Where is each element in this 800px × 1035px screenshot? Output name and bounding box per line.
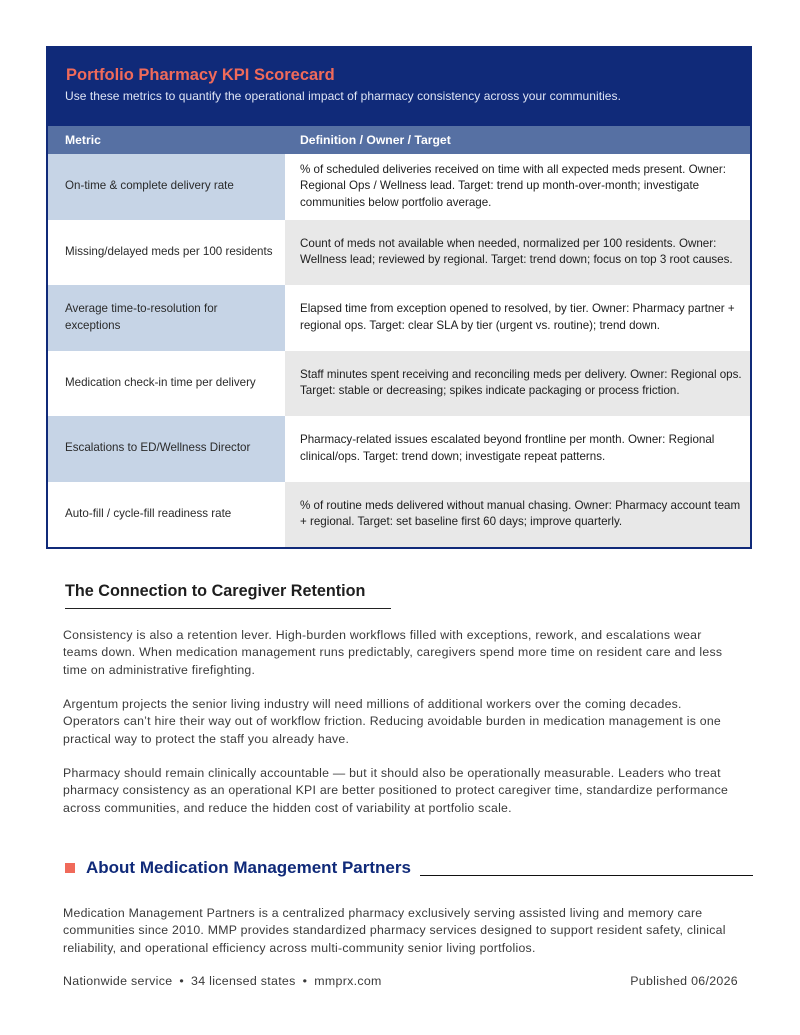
scorecard-title: Portfolio Pharmacy KPI Scorecard xyxy=(66,66,335,84)
table-row xyxy=(48,482,750,548)
footer-website-link[interactable]: mmprx.com xyxy=(314,974,382,988)
metric-cell: Average time-to-resolution for exceptions xyxy=(48,285,285,351)
footer-separator: • xyxy=(179,974,185,988)
definition-cell: Elapsed time from exception opened to resolved, by tier. Owner: Pharmacy partner + regional ops. Target: clear SLA by tier (urgent vs. routine); trend down. xyxy=(285,285,750,351)
metric-cell: Escalations to ED/Wellness Director xyxy=(48,416,285,482)
metric-cell: Missing/delayed meds per 100 residents xyxy=(48,220,285,286)
retention-paragraph: Pharmacy should remain clinically accountable — but it should also be operationally measurable. Leaders who treat pharmacy consistency as an operational KPI are better positioned to protect caregiver time, standardize performance across communities, and reduce the hidden cost of variability at portfolio scale. xyxy=(63,766,729,815)
retention-paragraph: Argentum projects the senior living industry will need millions of additional workers over the coming decades. Operators can’t hire their way out of workflow friction. Reducing avoidable burden in medication management is one practical way to protect the staff you already have. xyxy=(63,697,722,746)
definition-cell: Pharmacy-related issues escalated beyond frontline per month. Owner: Regional clinical/ops. Target: trend down; investigate repeat patterns. xyxy=(285,416,750,482)
scorecard-header xyxy=(48,48,750,126)
footer-left xyxy=(63,974,382,988)
table-row xyxy=(48,220,750,286)
column-header-definition: Definition / Owner / Target xyxy=(300,133,451,147)
kpi-scorecard xyxy=(46,46,752,549)
table-row xyxy=(48,416,750,482)
about-heading: About Medication Management Partners xyxy=(86,858,411,877)
column-header-metric: Metric xyxy=(65,133,101,147)
metric-cell: Medication check-in time per delivery xyxy=(48,351,285,417)
metric-cell: Auto-fill / cycle-fill readiness rate xyxy=(48,482,285,548)
scorecard-column-headers xyxy=(48,126,750,154)
heading-divider xyxy=(420,875,753,876)
table-row xyxy=(48,285,750,351)
table-row xyxy=(48,351,750,417)
retention-heading: The Connection to Caregiver Retention xyxy=(65,582,391,609)
footer-published-date: Published 06/2026 xyxy=(630,974,738,988)
retention-section-heading xyxy=(65,582,391,609)
definition-cell: Count of meds not available when needed, normalized per 100 residents. Owner: Wellness lead; reviewed by regional. Target: trend down; focus on top 3 root causes. xyxy=(285,220,750,286)
metric-cell: On-time & complete delivery rate xyxy=(48,154,285,220)
footer-separator: • xyxy=(302,974,308,988)
scorecard-subtitle: Use these metrics to quantify the operational impact of pharmacy consistency across your communities. xyxy=(65,89,621,103)
retention-paragraph: Consistency is also a retention lever. High-burden workflows filled with exceptions, rework, and escalations wear teams down. When medication management runs predictably, caregivers spend more time on resident care and less time on administrative firefighting. xyxy=(63,628,723,677)
about-section-heading xyxy=(65,857,753,879)
definition-cell: % of routine meds delivered without manual chasing. Owner: Pharmacy account team + regional. Target: set baseline first 60 days; improve quarterly. xyxy=(285,482,750,548)
footer-states: 34 licensed states xyxy=(191,974,296,988)
definition-cell: % of scheduled deliveries received on time with all expected meds present. Owner: Regional Ops / Wellness lead. Target: trend up month-over-month; investigate communities below portfolio average. xyxy=(285,154,750,220)
accent-square-icon xyxy=(65,863,75,873)
definition-cell: Staff minutes spent receiving and reconciling meds per delivery. Owner: Regional ops. Target: stable or decreasing; spikes indicate packaging or process friction. xyxy=(285,351,750,417)
table-row xyxy=(48,154,750,220)
about-body: Medication Management Partners is a centralized pharmacy exclusively serving assisted living and memory care communities since 2010. MMP provides standardized pharmacy services designed to support resident safety, clinical reliability, and operational efficiency across multi-community senior living portfolios. xyxy=(63,906,726,955)
footer-service: Nationwide service xyxy=(63,974,173,988)
page-footer xyxy=(63,974,738,988)
